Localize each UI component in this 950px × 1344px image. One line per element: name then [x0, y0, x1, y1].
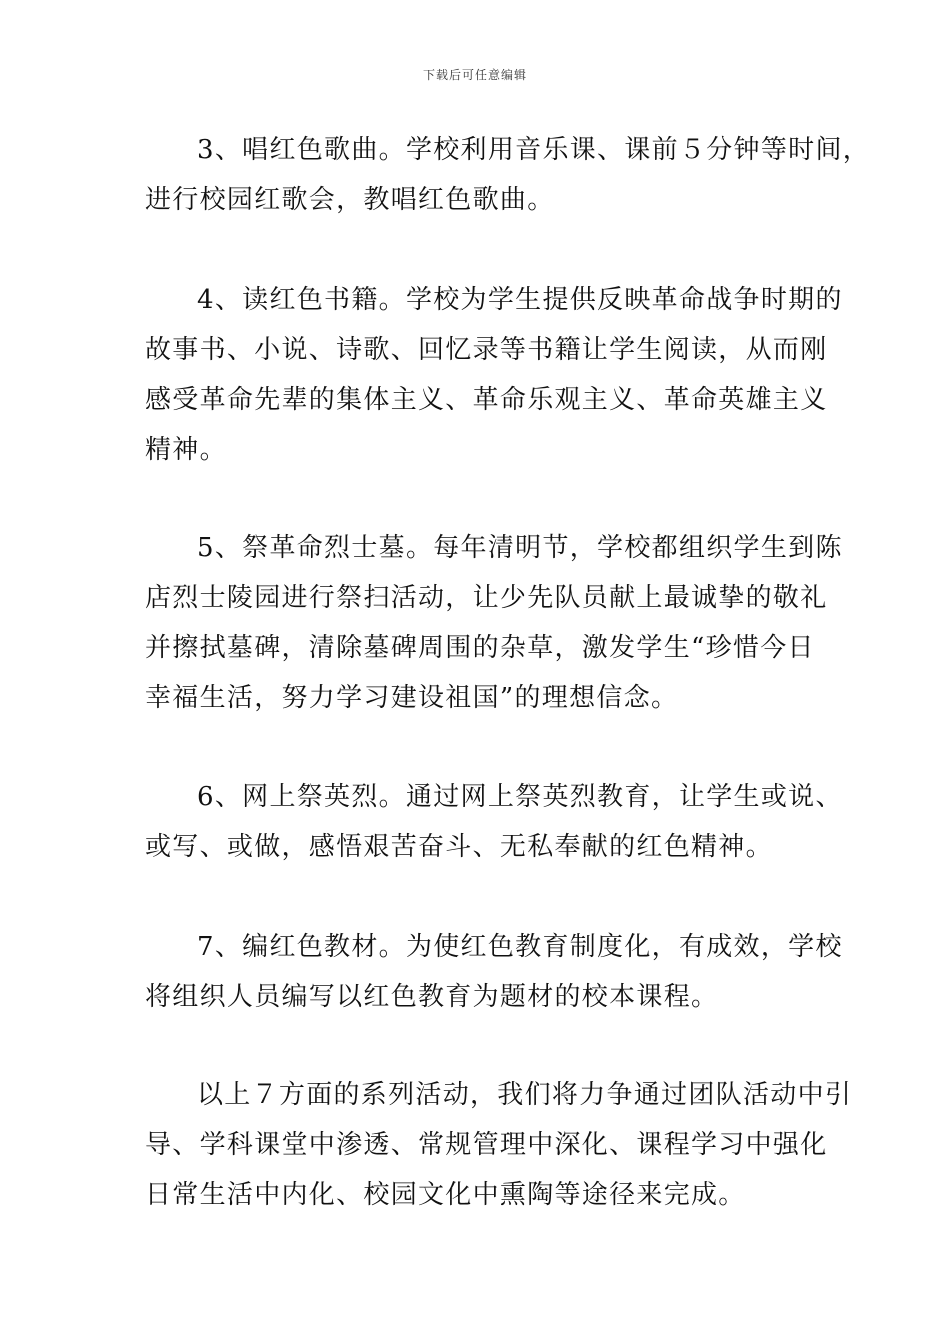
paragraph-line: 感受革命先辈的集体主义、革命乐观主义、革命英雄主义 [145, 385, 828, 415]
paragraph-7 [145, 922, 843, 1022]
paragraph-line: 以上７方面的系列活动，我们将力争通过团队活动中引 [197, 1080, 853, 1110]
page-header: 下载后可任意编辑 [422, 68, 527, 82]
paragraph-line: 3、唱红色歌曲。学校利用音乐课、课前５分钟等时间， [197, 135, 871, 165]
paragraph-4 [145, 275, 843, 475]
paragraph-6 [145, 772, 843, 872]
paragraph-5 [145, 523, 843, 723]
paragraph-line: 7、编红色教材。为使红色教育制度化，有成效，学校 [197, 932, 843, 962]
paragraph-line: 导、学科课堂中渗透、常规管理中深化、课程学习中强化 [145, 1130, 828, 1160]
paragraph-line: 4、读红色书籍。学校为学生提供反映革命战争时期的 [197, 285, 843, 315]
paragraph-line: 6、网上祭英烈。通过网上祭英烈教育，让学生或说、 [197, 782, 843, 812]
paragraph-line: 精神。 [145, 435, 227, 465]
paragraph-line: 店烈士陵园进行祭扫活动，让少先队员献上最诚挚的敬礼 [145, 583, 828, 613]
paragraph-line: 进行校园红歌会，教唱红色歌曲。 [145, 185, 555, 215]
paragraph-line: 5、祭革命烈士墓。每年清明节，学校都组织学生到陈 [197, 533, 843, 563]
paragraph-line: 或写、或做，感悟艰苦奋斗、无私奉献的红色精神。 [145, 832, 773, 862]
paragraph-line: 将组织人员编写以红色教育为题材的校本课程。 [145, 982, 719, 1012]
paragraph-line: 并擦拭墓碑，清除墓碑周围的杂草，激发学生“珍惜今日 [145, 633, 815, 663]
paragraph-line: 故事书、小说、诗歌、回忆录等书籍让学生阅读，从而刚 [145, 335, 828, 365]
paragraph-line: 日常生活中内化、校园文化中熏陶等途径来完成。 [145, 1180, 746, 1210]
paragraph-3 [145, 125, 871, 225]
paragraph-summary [145, 1070, 853, 1220]
paragraph-line: 幸福生活，努力学习建设祖国”的理想信念。 [145, 683, 679, 713]
